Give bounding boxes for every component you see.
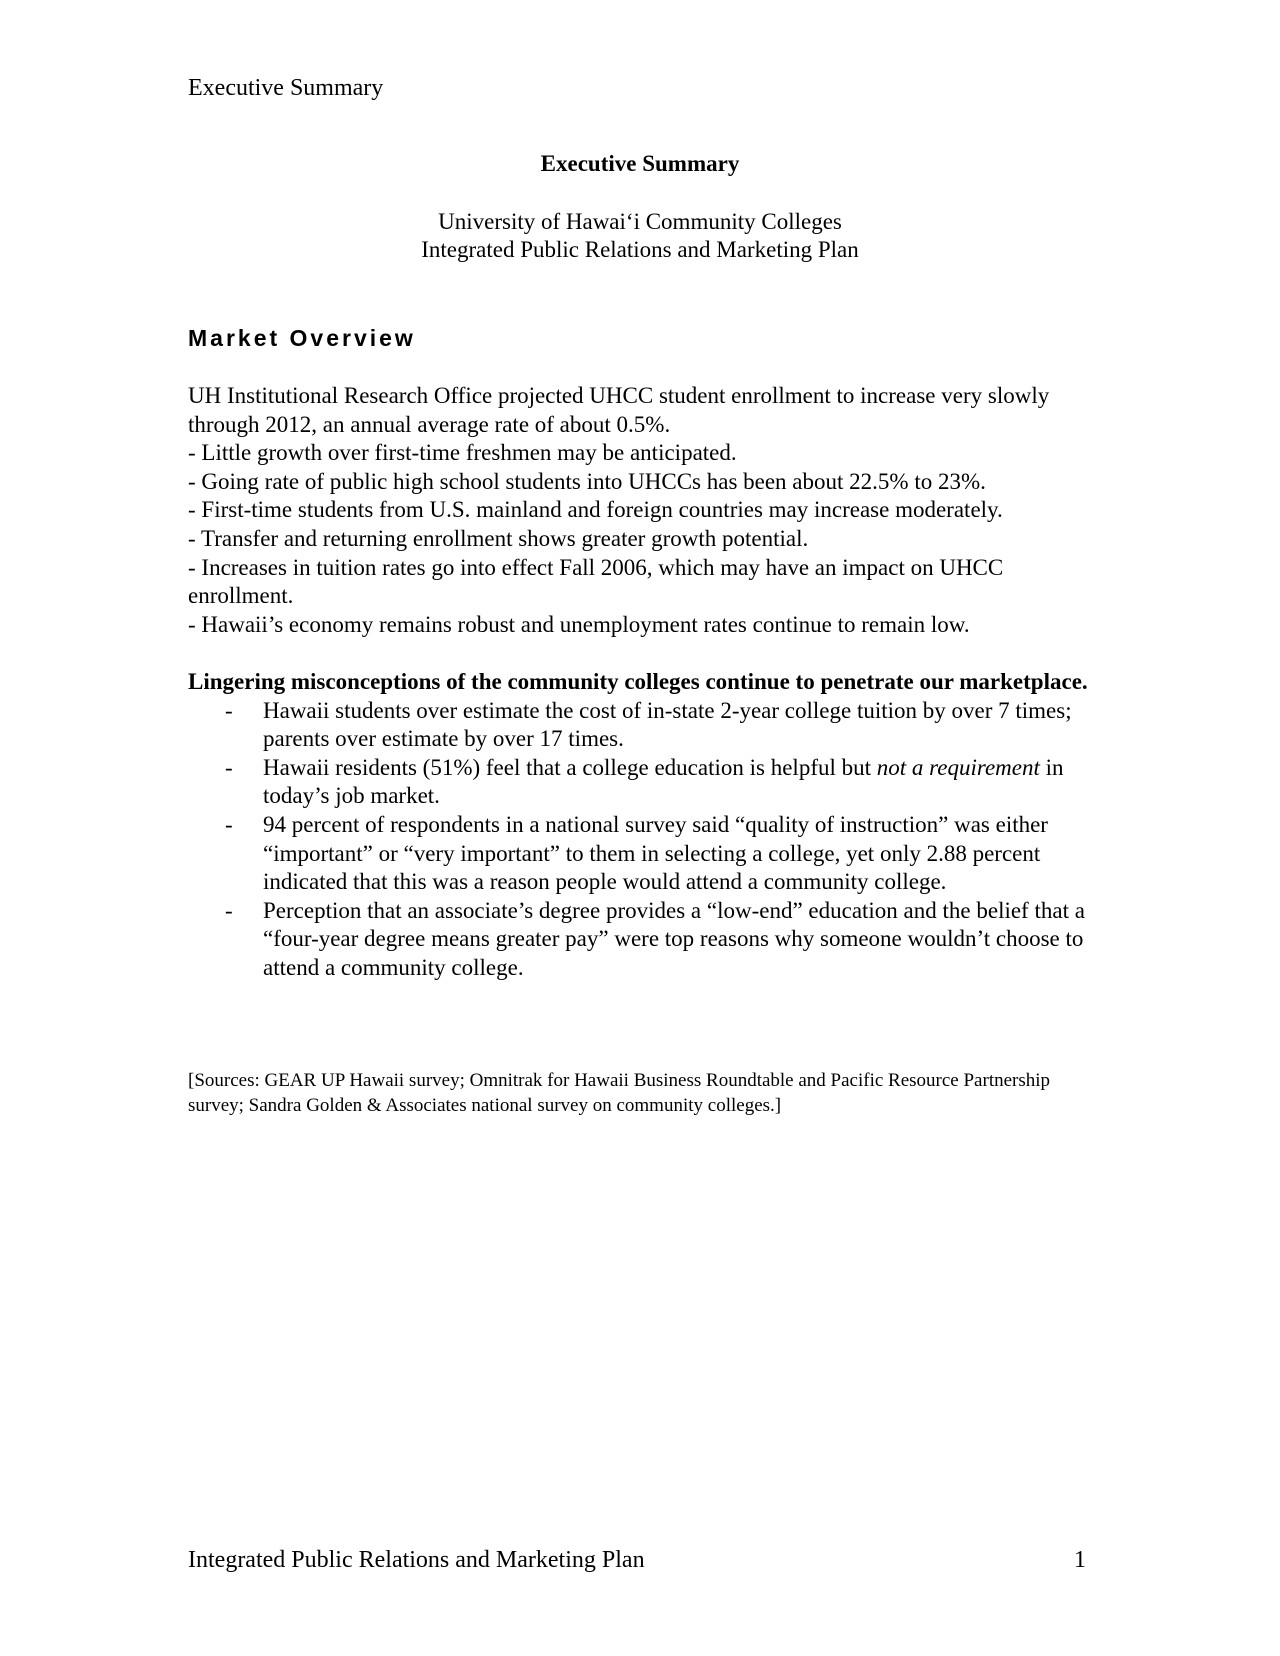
list-item — [188, 697, 1103, 754]
overview-line: - Increases in tuition rates go into effect Fall 2006, which may have an impact on UHCC enrollment. — [188, 554, 1004, 609]
overview-line: - Little growth over first-time freshmen may be anticipated. — [188, 440, 737, 466]
bullet-marker: - — [225, 754, 233, 780]
list-item — [188, 811, 1103, 897]
document-subtitle — [188, 208, 1092, 264]
subtitle-line-plan: Integrated Public Relations and Marketing Plan — [421, 237, 859, 262]
overview-line: - Hawaii’s economy remains robust and unemployment rates continue to remain low. — [188, 611, 970, 637]
bullet-text: 94 percent of respondents in a national survey said “quality of instruction” was either “important” or “very important” to them in selecting a college, yet only 2.88 percent indicated that this was a reason people would attend a community college. — [263, 811, 1048, 895]
misconceptions-section — [188, 668, 1088, 983]
bullet-marker: - — [225, 897, 233, 923]
page-number: 1 — [1074, 1547, 1086, 1573]
bullet-text: Perception that an associate’s degree provides a “low-end” education and the belief that a “four-year degree means greater pay” were top reasons why someone wouldn’t choose to attend a community college. — [263, 897, 1085, 980]
misconceptions-heading: Lingering misconceptions of the community colleges continue to penetrate our marketplace. — [188, 669, 1088, 694]
sources-note: [Sources: GEAR UP Hawaii survey; Omnitrak for Hawaii Business Roundtable and Pacific Resource Partnership survey; Sandra Golden & Associates national survey on community colleges.] — [188, 1070, 1051, 1116]
misconceptions-list — [188, 697, 1088, 983]
list-item — [188, 897, 1103, 983]
subtitle-line-institution: University of Hawai‘i Community Colleges — [438, 209, 842, 234]
market-overview-body — [188, 382, 1088, 639]
list-item — [188, 754, 1103, 811]
overview-line: - Transfer and returning enrollment shows greater growth potential. — [188, 525, 809, 551]
running-footer: Integrated Public Relations and Marketing Plan — [188, 1547, 645, 1573]
document-title: Executive Summary — [540, 151, 740, 176]
section-heading-market-overview: Market Overview — [188, 325, 416, 351]
bullet-marker: - — [225, 811, 233, 837]
bullet-marker: - — [225, 697, 233, 723]
bullet-text: in today’s job market. — [263, 754, 1064, 809]
bullet-text-emphasis: not a requirement — [876, 754, 1040, 780]
overview-line: - Going rate of public high school students into UHCCs has been about 22.5% to 23%. — [188, 468, 986, 494]
overview-paragraph: UH Institutional Research Office projected UHCC student enrollment to increase very slowly through 2012, an annual average rate of about 0.5%. — [188, 383, 1050, 437]
bullet-text: Hawaii students over estimate the cost of in-state 2-year college tuition by over 7 times; parents over estimate by over 17 times. — [263, 697, 1072, 752]
bullet-text: Hawaii residents (51%) feel that a college education is helpful but — [263, 754, 877, 780]
running-header: Executive Summary — [188, 75, 384, 101]
overview-line: - First-time students from U.S. mainland and foreign countries may increase moderately. — [188, 497, 1003, 523]
